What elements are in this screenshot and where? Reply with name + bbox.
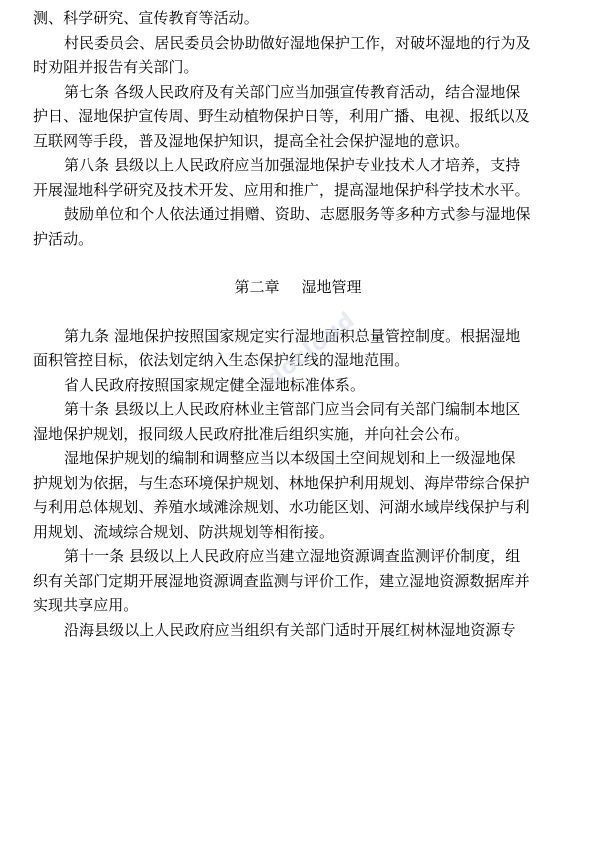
paragraph [33, 80, 563, 154]
paragraph-line: 测、科学研究、宣传教育等活动。 [33, 9, 259, 27]
paragraph-line: 面积管控目标，依法划定纳入生态保护红线的湿地范围。 [33, 351, 410, 369]
paragraph-line: 第九条 湿地保护按照国家规定实行湿地面积总量管控制度。根据湿地 [64, 326, 521, 345]
paragraph-line: 护活动。 [33, 229, 94, 248]
chapter-heading [33, 275, 563, 300]
section-top-paragraphs [33, 6, 563, 251]
chapter-number: 第二章 [234, 278, 280, 296]
paragraph-line: 第十一条 县级以上人民政府应当建立湿地资源调查监测评价制度，组 [64, 547, 521, 565]
paragraph [33, 373, 563, 398]
paragraph-line: 第八条 县级以上人民政府应当加强湿地保护专业技术人才培养，支持 [64, 156, 521, 174]
document-body [33, 6, 563, 642]
watermark-logo: docloud [262, 307, 361, 392]
section-bottom-paragraphs [33, 324, 563, 643]
paragraph-line: 护规划为依据，与生态环境保护规划、林地保护利用规划、海岸带综合保护 [33, 473, 530, 492]
paragraph-line: 第十条 县级以上人民政府林业主管部门应当会同有关部门编制本地区 [64, 400, 521, 418]
paragraph [33, 397, 563, 446]
paragraph-line: 织有关部门定期开展湿地资源调查监测与评价工作，建立湿地资源数据库并 [33, 571, 530, 590]
paragraph-line: 村民委员会、居民委员会协助做好湿地保护工作，对破坏湿地的行为及 [64, 33, 531, 52]
paragraph-line: 用规划、流域综合规划、防洪规划等相衔接。 [33, 522, 335, 541]
paragraph-line: 省人民政府按照国家规定健全湿地标准体系。 [64, 375, 366, 394]
paragraph-line: 护日、湿地保护宣传周、野生动植物保护日等，利用广播、电视、报纸以及 [33, 107, 530, 125]
paragraph [33, 324, 563, 373]
paragraph-line: 实现共享应用。 [33, 596, 139, 614]
paragraph [33, 446, 563, 544]
paragraph-line: 鼓励单位和个人依法通过捐赠、资助、志愿服务等多种方式参与湿地保 [64, 205, 531, 223]
chapter-title: 湿地管理 [301, 278, 362, 296]
paragraph-line: 时劝阻并报告有关部门。 [33, 58, 199, 76]
paragraph [33, 202, 563, 251]
paragraph [33, 31, 563, 80]
paragraph-line: 湿地保护规划的编制和调整应当以本级国土空间规划和上一级湿地保 [64, 449, 516, 467]
paragraph-line: 与利用总体规划、养殖水域滩涂规划、水功能区划、河湖水域岸线保护与利 [33, 498, 530, 516]
paragraph-line: 湿地保护规划，报同级人民政府批准后组织实施，并向社会公布。 [33, 424, 470, 443]
paragraph-line: 沿海县级以上人民政府应当组织有关部门适时开展红树林湿地资源专 [64, 620, 516, 639]
paragraph [33, 544, 563, 618]
paragraph [33, 6, 563, 31]
paragraph-line: 互联网等手段，普及湿地保护知识，提高全社会保护湿地的意识。 [33, 131, 470, 150]
paragraph-line: 第七条 各级人民政府及有关部门应当加强宣传教育活动，结合湿地保 [64, 82, 521, 101]
paragraph [33, 153, 563, 202]
paragraph-line: 开展湿地科学研究及技术开发、应用和推广，提高湿地保护科学技术水平。 [33, 180, 530, 199]
paragraph [33, 618, 563, 643]
